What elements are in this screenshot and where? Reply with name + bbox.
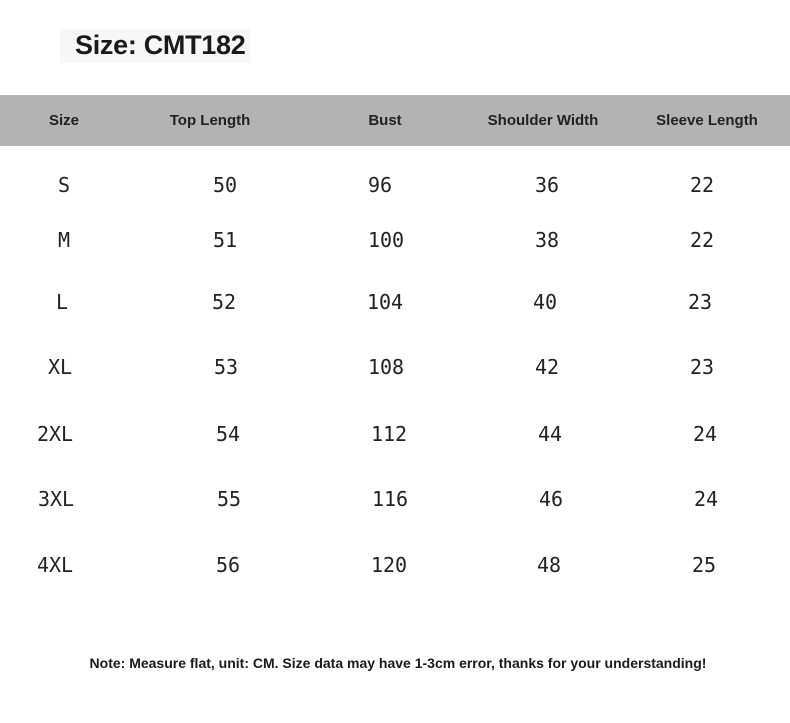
page-title: Size: CMT182 (75, 30, 246, 60)
cell-bust: 104 (366, 290, 404, 314)
cell-sleeve-length: 24 (693, 487, 719, 511)
cell-size: 3XL (37, 487, 75, 511)
table-header (0, 95, 790, 146)
cell-size: L (55, 290, 69, 314)
cell-sleeve-length: 23 (689, 355, 715, 379)
cell-shoulder-width: 38 (534, 228, 560, 252)
header-top-length: Top Length (169, 112, 251, 129)
cell-size: 4XL (36, 553, 74, 577)
measurement-note: Note: Measure flat, unit: CM. Size data may have 1-3cm error, thanks for your understanding! (89, 655, 707, 671)
cell-size: S (57, 173, 71, 197)
table-row (0, 414, 790, 454)
table-row (0, 282, 790, 322)
cell-size: 2XL (36, 422, 74, 446)
table-row (0, 165, 790, 205)
header-size: Size (48, 112, 80, 129)
cell-bust: 120 (370, 553, 408, 577)
cell-sleeve-length: 25 (691, 553, 717, 577)
cell-sleeve-length: 23 (687, 290, 713, 314)
cell-shoulder-width: 48 (536, 553, 562, 577)
header-sleeve-length: Sleeve Length (656, 112, 758, 129)
table-row (0, 347, 790, 387)
cell-bust: 108 (367, 355, 405, 379)
cell-sleeve-length: 24 (692, 422, 718, 446)
cell-sleeve-length: 22 (689, 173, 715, 197)
cell-top-length: 56 (215, 553, 241, 577)
cell-top-length: 53 (213, 355, 239, 379)
header-bust: Bust (368, 112, 402, 129)
cell-top-length: 54 (215, 422, 241, 446)
cell-top-length: 55 (216, 487, 242, 511)
cell-shoulder-width: 44 (537, 422, 563, 446)
table-row (0, 545, 790, 585)
table-row (0, 479, 790, 519)
cell-shoulder-width: 42 (534, 355, 560, 379)
table-row (0, 220, 790, 260)
header-shoulder-width: Shoulder Width (487, 112, 599, 129)
cell-size: XL (47, 355, 73, 379)
cell-sleeve-length: 22 (689, 228, 715, 252)
cell-top-length: 50 (212, 173, 238, 197)
cell-bust: 96 (367, 173, 393, 197)
cell-bust: 112 (370, 422, 408, 446)
cell-top-length: 51 (212, 228, 238, 252)
cell-bust: 116 (371, 487, 409, 511)
cell-size: M (57, 228, 71, 252)
cell-shoulder-width: 46 (538, 487, 564, 511)
cell-top-length: 52 (211, 290, 237, 314)
cell-shoulder-width: 40 (532, 290, 558, 314)
cell-shoulder-width: 36 (534, 173, 560, 197)
cell-bust: 100 (367, 228, 405, 252)
